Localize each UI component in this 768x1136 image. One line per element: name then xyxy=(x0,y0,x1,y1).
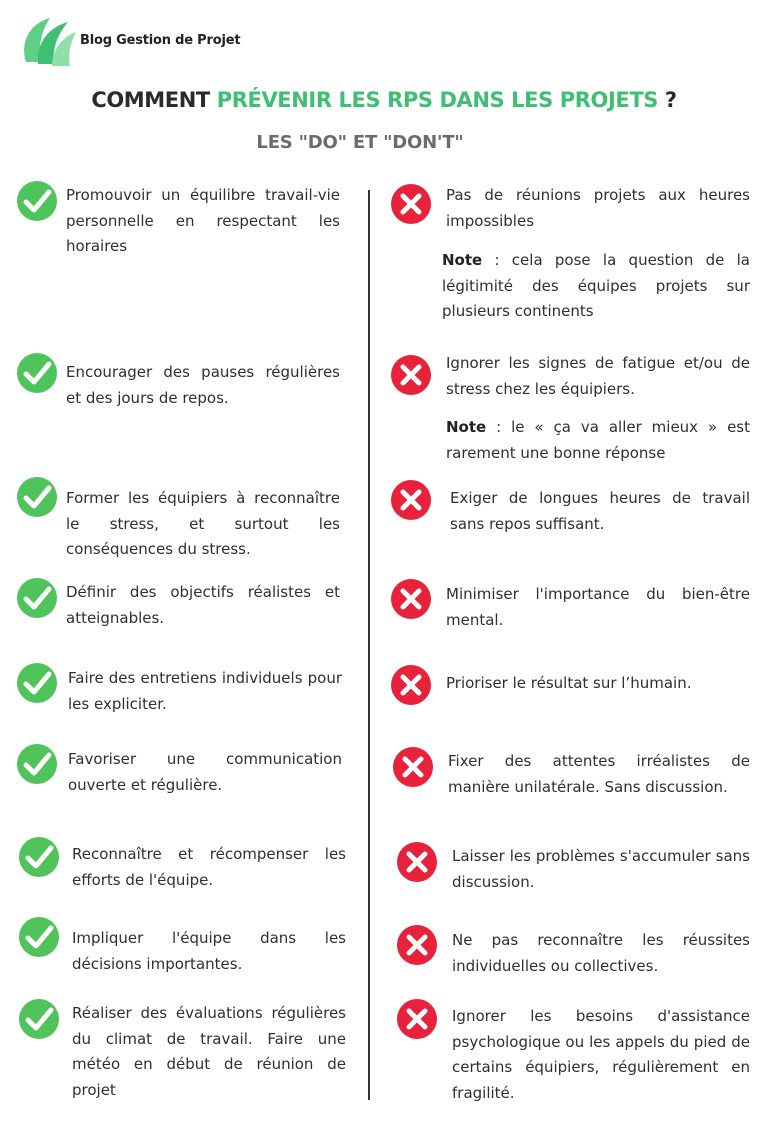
do-item: Former les équipiers à reconnaître le stress, et surtout les conséquences du stress. xyxy=(66,489,340,558)
do-item: Reconnaître et récompenser les efforts de l'équipe. xyxy=(72,845,346,889)
dont-item: Ignorer les besoins d'assistance psychologique ou les appels du pied de certains équipiers, régulièrement en fragilité. xyxy=(452,1007,750,1102)
dont-item: Ne pas reconnaître les réussites individuelles ou collectives. xyxy=(452,931,750,975)
dont-item: Exiger de longues heures de travail sans repos suffisant. xyxy=(450,489,750,533)
check-circle-icon xyxy=(18,998,60,1040)
dont-item: Minimiser l'importance du bien-être mental. xyxy=(446,585,750,629)
dont-item: Laisser les problèmes s'accumuler sans discussion. xyxy=(452,847,750,891)
cross-circle-icon xyxy=(390,578,432,620)
check-circle-icon xyxy=(16,180,58,222)
do-item: Favoriser une communication ouverte et régulière. xyxy=(68,750,342,794)
do-item: Promouvoir un équilibre travail-vie personnelle en respectant les horaires xyxy=(66,186,340,255)
cross-circle-icon xyxy=(392,746,434,788)
check-circle-icon xyxy=(18,836,60,878)
column-divider xyxy=(368,190,370,1100)
do-item: Réaliser des évaluations régulières du climat de travail. Faire une météo en début de réunion de projet xyxy=(72,1004,346,1099)
check-circle-icon xyxy=(16,743,58,785)
do-item: Définir des objectifs réalistes et atteignables. xyxy=(66,583,340,627)
cross-circle-icon xyxy=(396,924,438,966)
page-title: COMMENT PRÉVENIR LES RPS DANS LES PROJETS ? xyxy=(91,88,677,112)
page-subtitle: LES "DO" ET "DON'T" xyxy=(256,132,464,153)
check-circle-icon xyxy=(16,662,58,704)
note-text: Note : le « ça va aller mieux » est rarement une bonne réponse xyxy=(446,418,750,462)
note-text: Note : cela pose la question de la légitimité des équipes projets sur plusieurs continents xyxy=(442,251,750,320)
cross-circle-icon xyxy=(396,841,438,883)
cross-circle-icon xyxy=(396,998,438,1040)
check-circle-icon xyxy=(16,476,58,518)
do-item: Faire des entretiens individuels pour les expliciter. xyxy=(68,669,342,713)
do-item: Encourager des pauses régulières et des jours de repos. xyxy=(66,363,340,407)
check-circle-icon xyxy=(18,916,60,958)
do-item: Impliquer l'équipe dans les décisions importantes. xyxy=(72,929,346,973)
dont-item: Fixer des attentes irréalistes de manière unilatérale. Sans discussion. xyxy=(448,752,750,796)
brand-name: Blog Gestion de Projet xyxy=(80,33,241,48)
check-circle-icon xyxy=(16,352,58,394)
cross-circle-icon xyxy=(390,664,432,706)
cross-circle-icon xyxy=(390,479,432,521)
cross-circle-icon xyxy=(390,183,432,225)
leaf-logo-icon xyxy=(18,14,78,70)
dont-item: Prioriser le résultat sur l’humain. xyxy=(446,674,692,692)
dont-item: Ignorer les signes de fatigue et/ou de stress chez les équipiers. xyxy=(446,354,750,398)
check-circle-icon xyxy=(16,577,58,619)
cross-circle-icon xyxy=(390,354,432,396)
dont-item: Pas de réunions projets aux heures impossibles xyxy=(446,186,750,230)
